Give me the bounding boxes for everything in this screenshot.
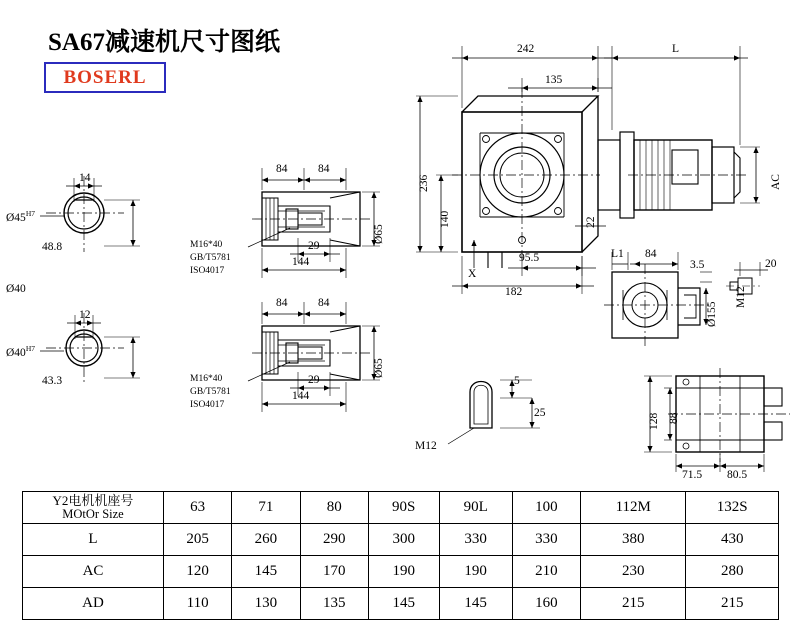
label-bottom-thread: M16*40 xyxy=(190,374,223,384)
label-top-84-a: 84 xyxy=(276,163,288,175)
cell-ad-6: 215 xyxy=(581,588,686,620)
row-label-l: L xyxy=(23,524,164,556)
row-label-ac: AC xyxy=(23,556,164,588)
cell-ac-6: 230 xyxy=(581,556,686,588)
cell-ad-1: 130 xyxy=(232,588,300,620)
cell-ac-4: 190 xyxy=(439,556,512,588)
label-top-144: 144 xyxy=(292,256,310,268)
table-col-0: 63 xyxy=(164,492,232,524)
table-col-4: 90L xyxy=(439,492,512,524)
label-bottom-std2: ISO4017 xyxy=(190,400,225,410)
table-row xyxy=(23,556,779,588)
label-d40-note: Ø40 xyxy=(6,283,26,295)
cell-l-2: 290 xyxy=(300,524,368,556)
cell-ad-3: 145 xyxy=(368,588,439,620)
logo-text: BOSERL xyxy=(63,66,147,88)
label-135: 135 xyxy=(545,74,563,86)
cell-l-3: 300 xyxy=(368,524,439,556)
spec-table xyxy=(22,491,779,620)
table-col-6: 112M xyxy=(581,492,686,524)
table-col-3: 90S xyxy=(368,492,439,524)
label-top-std2: ISO4017 xyxy=(190,266,225,276)
label-flange-84: 84 xyxy=(645,248,657,260)
label-bore-d45: $Ø45^{H7}$ xyxy=(6,209,35,224)
label-242: 242 xyxy=(517,43,535,55)
cell-l-0: 205 xyxy=(164,524,232,556)
table-header-cn: Y2电机机座号 xyxy=(52,493,134,509)
base-plate-view xyxy=(644,368,790,472)
label-cap-5: 5 xyxy=(514,375,520,387)
cell-ad-7: 215 xyxy=(686,588,779,620)
table-header-label xyxy=(23,492,164,524)
cell-ac-2: 170 xyxy=(300,556,368,588)
label-d155: Ø155 xyxy=(706,301,718,327)
label-bore-d40: $Ø40^{H7}$ xyxy=(6,344,35,359)
label-L: L xyxy=(672,43,680,55)
label-top-thread: M16*40 xyxy=(190,240,223,250)
cell-ac-0: 120 xyxy=(164,556,232,588)
table-row xyxy=(23,588,779,620)
label-top-84-b: 84 xyxy=(318,163,330,175)
label-71-5: 71.5 xyxy=(682,469,703,481)
label-X: X xyxy=(468,268,477,280)
cell-ad-5: 160 xyxy=(512,588,580,620)
row-label-ad: AD xyxy=(23,588,164,620)
label-95-5: 95.5 xyxy=(519,252,540,264)
table-row xyxy=(23,524,779,556)
cell-l-1: 260 xyxy=(232,524,300,556)
table-col-1: 71 xyxy=(232,492,300,524)
label-AC: AC xyxy=(770,174,782,190)
label-bottom-84-a: 84 xyxy=(276,297,288,309)
cell-ac-1: 145 xyxy=(232,556,300,588)
label-top-d65: Ø65 xyxy=(373,224,385,244)
label-236: 236 xyxy=(418,174,430,192)
label-bottom-29: 29 xyxy=(308,374,320,386)
cell-l-5: 330 xyxy=(512,524,580,556)
cell-l-4: 330 xyxy=(439,524,512,556)
label-182: 182 xyxy=(505,286,523,298)
label-keyway-12: 12 xyxy=(79,309,91,321)
label-bottom-84-b: 84 xyxy=(318,297,330,309)
label-L1: L1 xyxy=(611,248,624,260)
label-80-5: 80.5 xyxy=(727,469,748,481)
label-128: 128 xyxy=(648,412,660,430)
label-88: 88 xyxy=(668,412,680,424)
table-header-en: MOtOr Size xyxy=(62,506,124,521)
label-flange-m12: M12 xyxy=(735,286,747,308)
label-cap-m12: M12 xyxy=(415,440,437,452)
page-title: SA67减速机尺寸图纸 xyxy=(48,29,280,56)
table-header-row xyxy=(23,492,779,524)
cell-ac-7: 280 xyxy=(686,556,779,588)
table-col-2: 80 xyxy=(300,492,368,524)
shaft-assembly-bottom xyxy=(248,302,380,412)
shaft-assembly-top xyxy=(248,168,380,278)
cap-detail-view xyxy=(448,380,540,444)
label-top-std1: GB/T5781 xyxy=(190,253,231,263)
cell-ad-4: 145 xyxy=(439,588,512,620)
label-height-48-8: 48.8 xyxy=(42,241,63,253)
label-20: 20 xyxy=(765,258,777,270)
cell-ad-2: 135 xyxy=(300,588,368,620)
cell-ad-0: 110 xyxy=(164,588,232,620)
label-140: 140 xyxy=(439,210,451,228)
label-height-43-3: 43.3 xyxy=(42,375,63,387)
label-top-29: 29 xyxy=(308,240,320,252)
label-bottom-d65: Ø65 xyxy=(373,358,385,378)
cell-ac-3: 190 xyxy=(368,556,439,588)
table-col-5: 100 xyxy=(512,492,580,524)
label-22: 22 xyxy=(585,216,597,228)
label-keyway-14: 14 xyxy=(79,172,91,184)
cell-l-6: 380 xyxy=(581,524,686,556)
cell-l-7: 430 xyxy=(686,524,779,556)
table-col-7: 132S xyxy=(686,492,779,524)
cell-ac-5: 210 xyxy=(512,556,580,588)
label-3-5: 3.5 xyxy=(690,259,705,271)
main-gearbox-view xyxy=(416,46,760,294)
label-bottom-std1: GB/T5781 xyxy=(190,387,231,397)
label-cap-25: 25 xyxy=(534,407,546,419)
label-bottom-144: 144 xyxy=(292,390,310,402)
